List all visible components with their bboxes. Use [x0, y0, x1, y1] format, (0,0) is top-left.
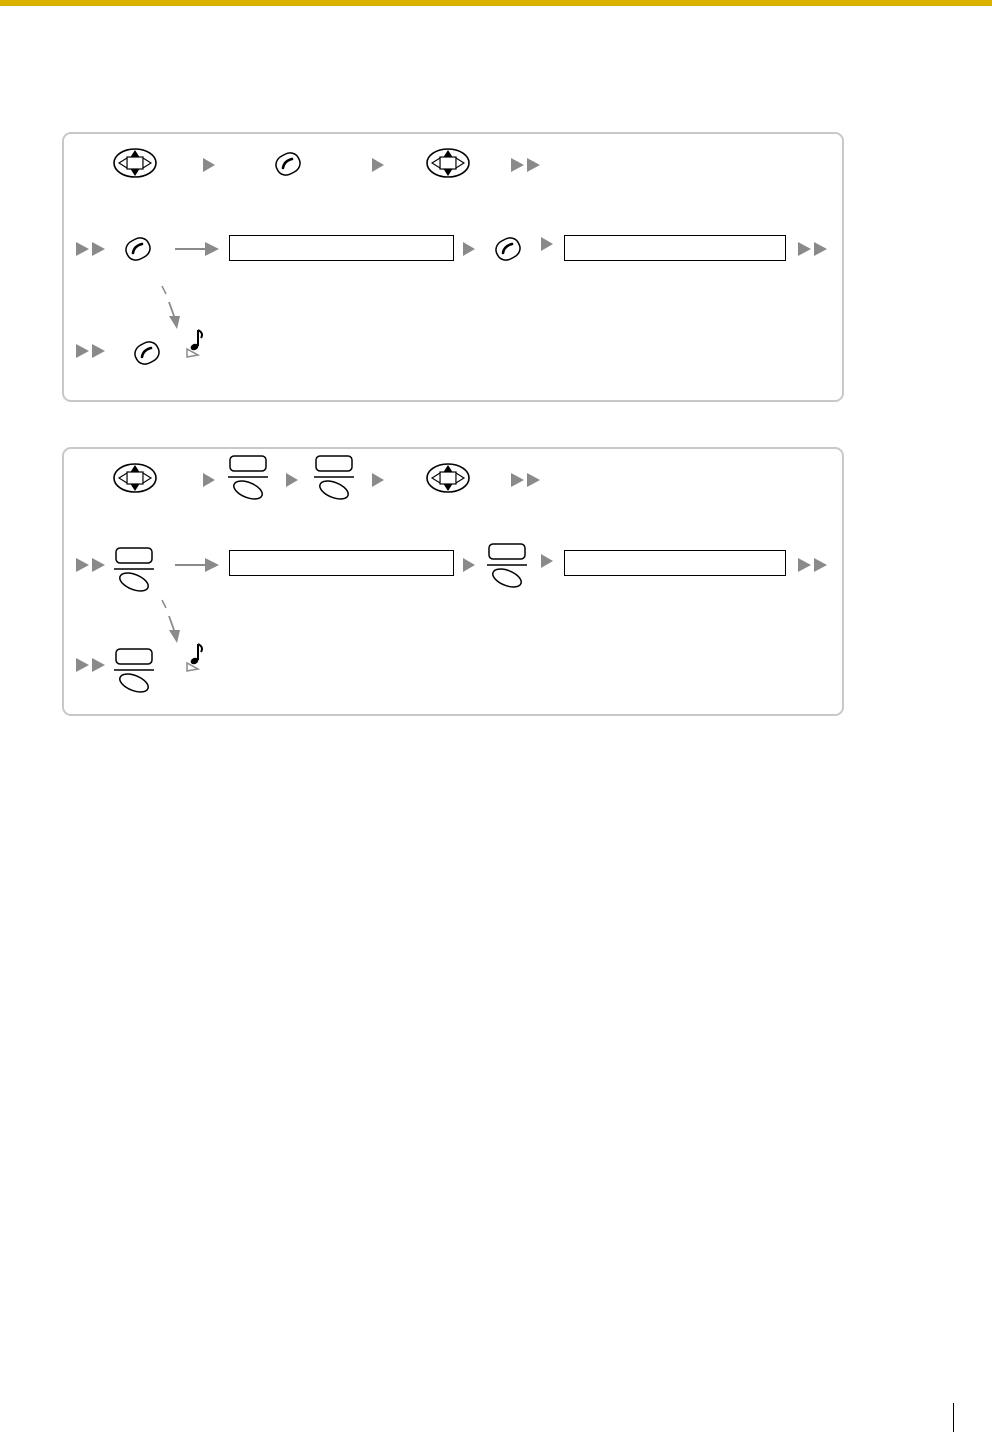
play-arrow-icon: [462, 241, 476, 257]
talk-key-icon: [493, 234, 523, 264]
double-arrow-icon: [510, 472, 542, 488]
talk-key-icon: [123, 234, 153, 264]
dashed-arrow-icon: [160, 284, 182, 330]
navigator-key-icon: [112, 147, 158, 179]
display-box: [229, 235, 454, 261]
play-arrow-icon: [540, 236, 554, 252]
soft-key-icon: [113, 547, 155, 593]
talk-key-icon: [273, 149, 303, 179]
double-arrow-icon: [75, 657, 107, 673]
play-arrow-icon: [202, 472, 216, 488]
double-arrow-icon: [797, 241, 829, 257]
soft-key-icon: [313, 455, 355, 501]
double-arrow-icon: [75, 557, 107, 573]
navigator-key-icon: [425, 147, 471, 179]
long-arrow-icon: [174, 557, 220, 573]
confirmation-tone-icon: [186, 642, 208, 672]
double-arrow-icon: [75, 241, 107, 257]
play-arrow-icon: [371, 157, 385, 173]
confirmation-tone-icon: [186, 328, 208, 358]
soft-key-icon: [227, 455, 269, 501]
play-arrow-icon: [371, 472, 385, 488]
double-arrow-icon: [75, 343, 107, 359]
navigator-key-icon: [425, 462, 471, 494]
display-box: [564, 235, 786, 261]
play-arrow-icon: [462, 557, 476, 573]
double-arrow-icon: [797, 557, 829, 573]
play-arrow-icon: [202, 157, 216, 173]
play-arrow-icon: [285, 472, 299, 488]
navigator-key-icon: [112, 462, 158, 494]
double-arrow-icon: [510, 157, 542, 173]
dashed-arrow-icon: [160, 598, 182, 644]
soft-key-icon: [113, 648, 155, 694]
page-edge-marker: [953, 1403, 954, 1432]
top-accent-rule: [0, 0, 992, 6]
display-box: [229, 550, 454, 576]
soft-key-icon: [486, 543, 528, 589]
long-arrow-icon: [174, 241, 220, 257]
display-box: [564, 550, 786, 576]
talk-key-icon: [132, 338, 162, 368]
play-arrow-icon: [540, 553, 554, 569]
